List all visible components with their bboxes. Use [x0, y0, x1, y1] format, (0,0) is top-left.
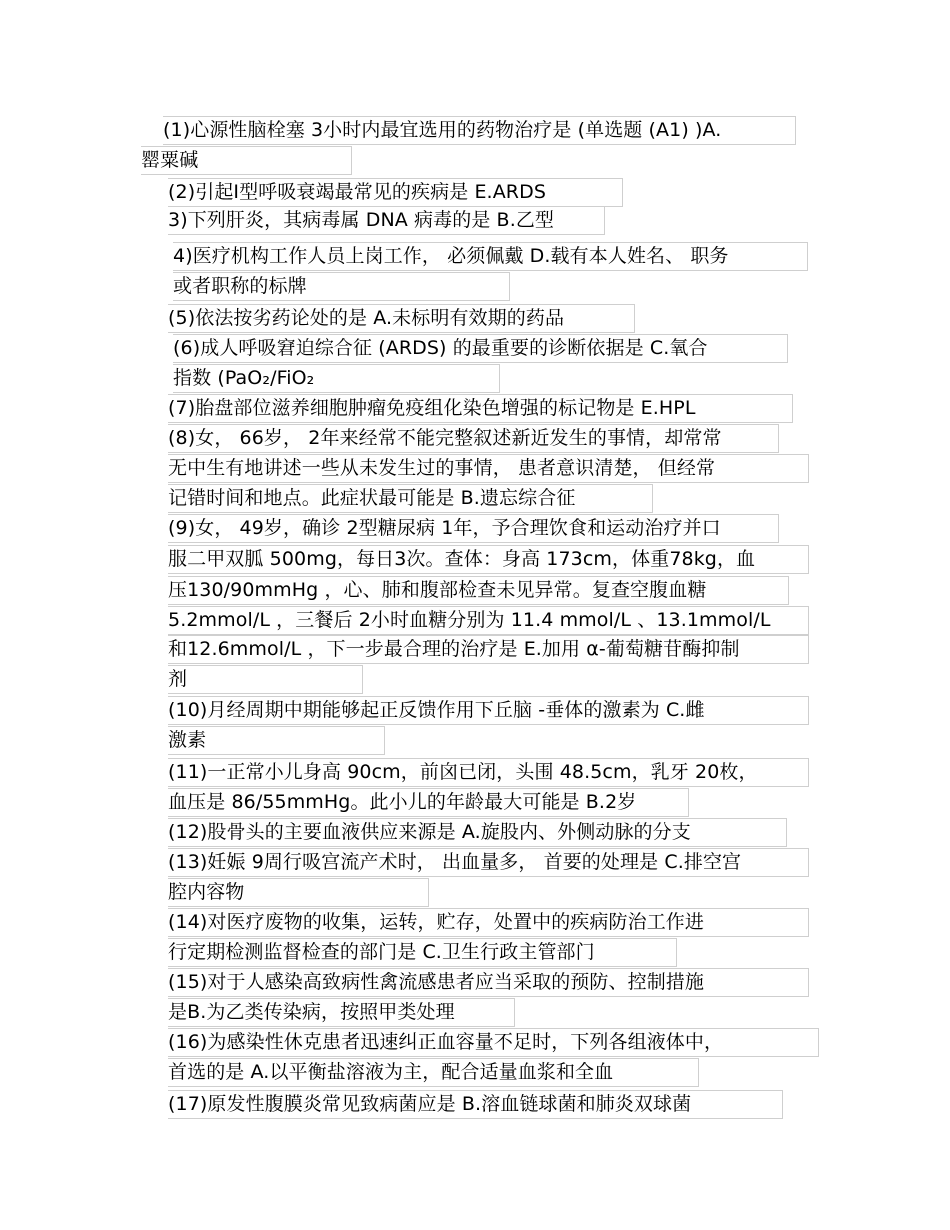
question-11-line-2: 血压是 86/55mmHg。此小儿的年龄最大可能是 B.2岁: [168, 791, 637, 813]
question-8-line-3: 记错时间和地点。此症状最可能是 B.遗忘综合征: [168, 487, 576, 509]
question-13-line-2: 腔内容物: [168, 881, 245, 903]
question-10-line-2: 激素: [168, 729, 207, 751]
question-15-line-2: 是B.为乙类传染病，按照甲类处理: [168, 1001, 455, 1023]
question-12-line-1: (12)股骨头的主要血液供应来源是 A.旋股内、外侧动脉的分支: [168, 821, 691, 843]
question-9-line-4: 5.2mmol/L ，三餐后 2小时血糖分别为 11.4 mmol/L 、13.1mmol/L: [168, 609, 771, 631]
question-8-line-1: (8)女， 66岁， 2年来经常不能完整叙述新近发生的事情，却常常: [168, 427, 722, 449]
question-9-line-2: 服二甲双胍 500mg，每日3次。查体：身高 173cm，体重78kg，血: [168, 548, 756, 570]
question-2-line-1: (2)引起Ⅰ型呼吸衰竭最常见的疾病是 E.ARDS: [168, 181, 546, 203]
question-11-line-1: (11)一正常小儿身高 90cm，前囟已闭，头围 48.5cm，乳牙 20枚，: [168, 761, 758, 783]
question-5-line-1: (5)依法按劣药论处的是 A.未标明有效期的药品: [168, 307, 565, 329]
question-17-line-1: (17)原发性腹膜炎常见致病菌应是 B.溶血链球菌和肺炎双球菌: [168, 1093, 692, 1115]
question-10-line-1: (10)月经周期中期能够起正反馈作用下丘脑 -垂体的激素为 C.雌: [168, 699, 705, 721]
question-16-line-1: (16)为感染性休克患者迅速纠正血容量不足时，下列各组液体中，: [168, 1031, 724, 1053]
question-14-line-1: (14)对医疗废物的收集，运转，贮存，处置中的疾病防治工作进: [168, 911, 705, 933]
question-1-line-2: 罂粟碱: [141, 149, 199, 171]
question-16-line-2: 首选的是 A.以平衡盐溶液为主，配合适量血浆和全血: [168, 1061, 614, 1083]
question-3-line-1: 3)下列肝炎，其病毒属 DNA 病毒的是 B.乙型: [168, 209, 555, 231]
line-frame: [168, 665, 363, 694]
question-7-line-1: (7)胎盘部位滋养细胞肿瘤免疫组化染色增强的标记物是 E.HPL: [168, 397, 696, 419]
question-15-line-1: (15)对于人感染高致病性禽流感患者应当采取的预防、控制措施: [168, 971, 705, 993]
question-4-line-1: 4)医疗机构工作人员上岗工作， 必须佩戴 D.载有本人姓名、 职务: [173, 245, 729, 267]
question-8-line-2: 无中生有地讲述一些从未发生过的事情， 患者意识清楚， 但经常: [168, 457, 716, 479]
question-14-line-2: 行定期检测监督检查的部门是 C.卫生行政主管部门: [168, 941, 595, 963]
question-9-line-5: 和12.6mmol/L ，下一步最合理的治疗是 E.加用 α-葡萄糖苷酶抑制: [168, 638, 740, 660]
question-13-line-1: (13)妊娠 9周行吸宫流产术时， 出血量多， 首要的处理是 C.排空宫: [168, 851, 742, 873]
question-9-line-3: 压130/90mmHg ，心、肺和腹部检查未见异常。复查空腹血糖: [168, 579, 707, 601]
question-9-line-6: 剂: [168, 668, 188, 690]
question-6-line-2: 指数 (PaO₂/FiO₂: [173, 367, 315, 389]
question-4-line-2: 或者职称的标牌: [173, 275, 307, 297]
question-1-line-1: (1)心源性脑栓塞 3小时内最宜选用的药物治疗是 (单选题 (A1) )A.: [163, 119, 722, 141]
question-6-line-1: (6)成人呼吸窘迫综合征 (ARDS) 的最重要的诊断依据是 C.氧合: [173, 337, 708, 359]
question-9-line-1: (9)女， 49岁，确诊 2型糖尿病 1年，予合理饮食和运动治疗并口: [168, 517, 721, 539]
